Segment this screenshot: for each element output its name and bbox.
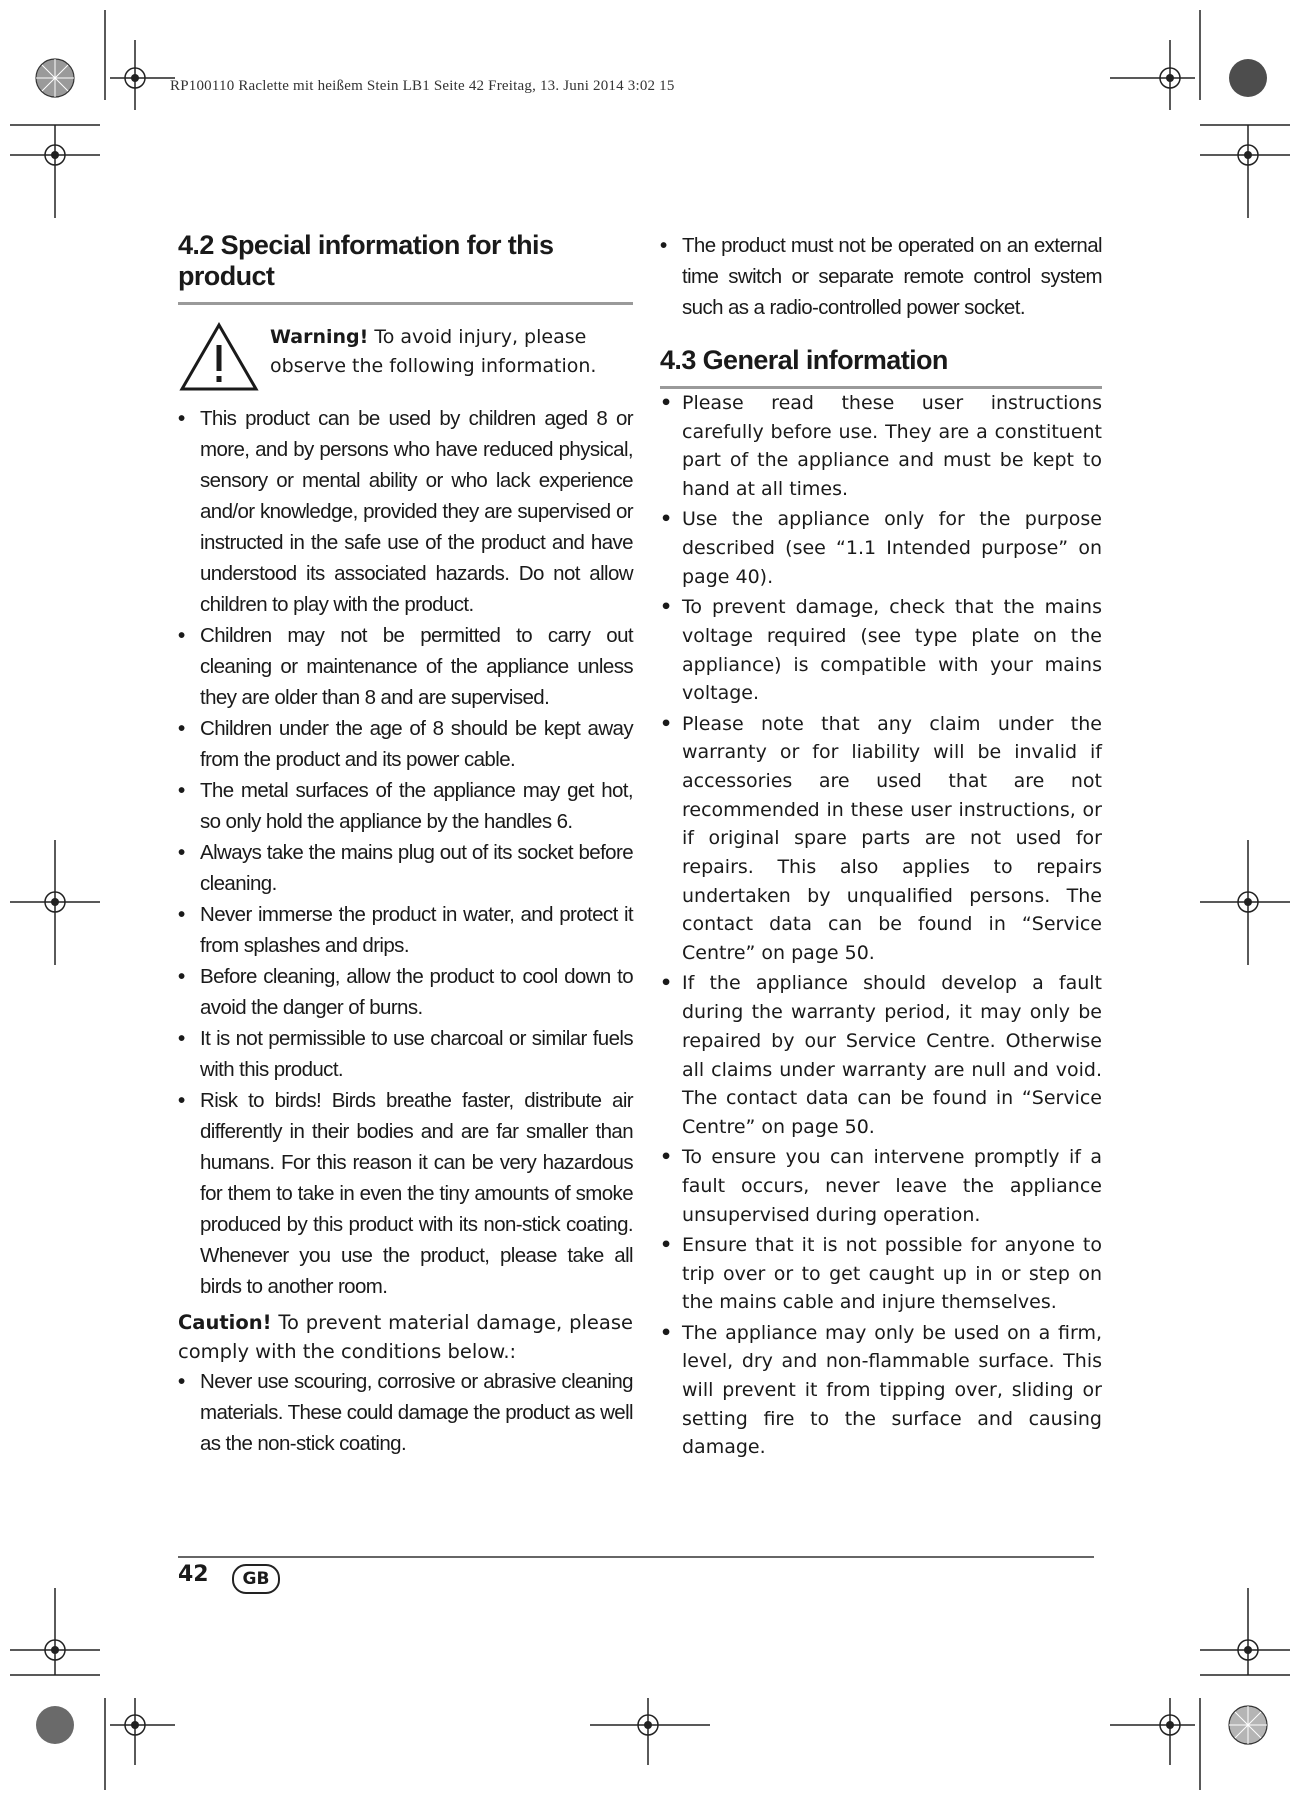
list-item: • To prevent damage, check that the mains voltage required (see type plate on the appliance) is compatible with your mains voltage. [660,593,1102,708]
list-item: • Children may not be permitted to carry out cleaning or maintenance of the appliance unless they are older than 8 and are supervised. [178,620,633,713]
continued-list [660,230,1102,323]
bullet: • [660,1321,673,1344]
list-item: • Please read these user instructions carefully before use. They are a constituent part of the appliance and must be kept to hand at all times. [660,389,1102,504]
page-number: 42 [178,1562,209,1587]
bullet: • [660,1146,673,1169]
section-title-general-info: 4.3 General information [660,345,1102,389]
bullet: • [660,508,673,531]
warning-label: Warning! [270,326,369,348]
list-item: • Ensure that it is not possible for anyone to trip over or to get caught up in or step on the mains cable and injure themselves. [660,1231,1102,1317]
left-column [178,230,633,1459]
bullet: • [660,712,673,735]
warning-body: To avoid injury, please observe the following information. [270,326,597,377]
bullet: • [178,965,185,988]
bullet: • [178,717,185,740]
caution-list [178,1366,633,1459]
caution-label: Caution! [178,1311,272,1334]
warning-triangle-icon [178,321,260,393]
bullet: • [178,624,185,647]
list-item: • Risk to birds! Birds breathe faster, distribute air differently in their bodies and are far smaller than humans. For this reason it can be very hazardous for them to take in even the tiny amounts of smoke produced by this product with its non-stick coating. Whenever you use the product, please take all birds to another room. [178,1085,633,1302]
list-item: • Before cleaning, allow the product to cool down to avoid the danger of burns. [178,961,633,1023]
list-item: • The appliance may only be used on a firm, level, dry and non-flammable surface. This will prevent it from tipping over, sliding or setting fire to the surface and causing damage. [660,1319,1102,1463]
list-item: • Use the appliance only for the purpose described (see “1.1 Intended purpose” on page 40). [660,505,1102,591]
density-disc-top-right [1229,59,1267,97]
warning-text [270,323,630,381]
list-item: • Always take the mains plug out of its socket before cleaning. [178,837,633,899]
crosshair-top-left [110,40,175,110]
density-disc-bottom-left [36,1706,74,1744]
list-item: • The metal surfaces of the appliance may get hot, so only hold the appliance by the handles 6. [178,775,633,837]
bullet: • [178,1370,185,1393]
list-item: • Never immerse the product in water, and protect it from splashes and drips. [178,899,633,961]
list-item: • Never use scouring, corrosive or abrasive cleaning materials. These could damage the product as well as the non-stick coating. [178,1366,633,1459]
footer-rule [178,1556,1094,1558]
bullet: • [178,779,185,802]
print-slug-header: RP100110 Raclette mit heißem Stein LB1 Seite 42 Freitag, 13. Juni 2014 3:02 15 [170,78,675,94]
list-item: • If the appliance should develop a fault during the warranty period, it may only be repaired by our Service Centre. Otherwise all claims under warranty are null and void. The contact data can be found in “Service Centre” on page 50. [660,969,1102,1141]
general-info-list [660,389,1102,1462]
list-item: • To ensure you can intervene promptly if a fault occurs, never leave the appliance unsupervised during operation. [660,1143,1102,1229]
bullet: • [178,1089,185,1112]
list-item: • This product can be used by children aged 8 or more, and by persons who have reduced physical, sensory or mental ability or who lack experience and/or knowledge, provided they are supervised or instructed in the safe use of the product and have understood its associated hazards. Do not allow children to play with the product. [178,403,633,620]
density-disc-bottom-right [1229,1706,1267,1744]
list-item: • Please note that any claim under the warranty or for liability will be invalid if accessories are used that are not recommended in these user instructions, or if original spare parts are not used for repairs. This also applies to repairs undertaken by unqualified persons. The contact data can be found in “Service Centre” on page 50. [660,710,1102,968]
bullet: • [660,972,673,995]
safety-list [178,403,633,1302]
warning-notice [178,321,633,403]
bullet: • [660,596,673,619]
list-item: • Children under the age of 8 should be kept away from the product and its power cable. [178,713,633,775]
language-badge: GB [232,1564,280,1594]
section-title-special-info: 4.2 Special information for this product [178,230,633,305]
bullet: • [660,234,667,257]
bullet: • [178,841,185,864]
caution-notice [178,1308,633,1366]
list-item: • The product must not be operated on an external time switch or separate remote control system such as a radio-controlled power socket. [660,230,1102,323]
bullet: • [660,1233,673,1256]
density-disc-top-left [36,59,74,97]
bullet: • [178,903,185,926]
bullet: • [178,407,185,430]
caution-body: To prevent material damage, please comply with the conditions below.: [178,1311,633,1363]
bullet: • [178,1027,185,1050]
bullet: • [660,392,673,414]
right-column [660,230,1102,1464]
list-item: • It is not permissible to use charcoal or similar fuels with this product. [178,1023,633,1085]
